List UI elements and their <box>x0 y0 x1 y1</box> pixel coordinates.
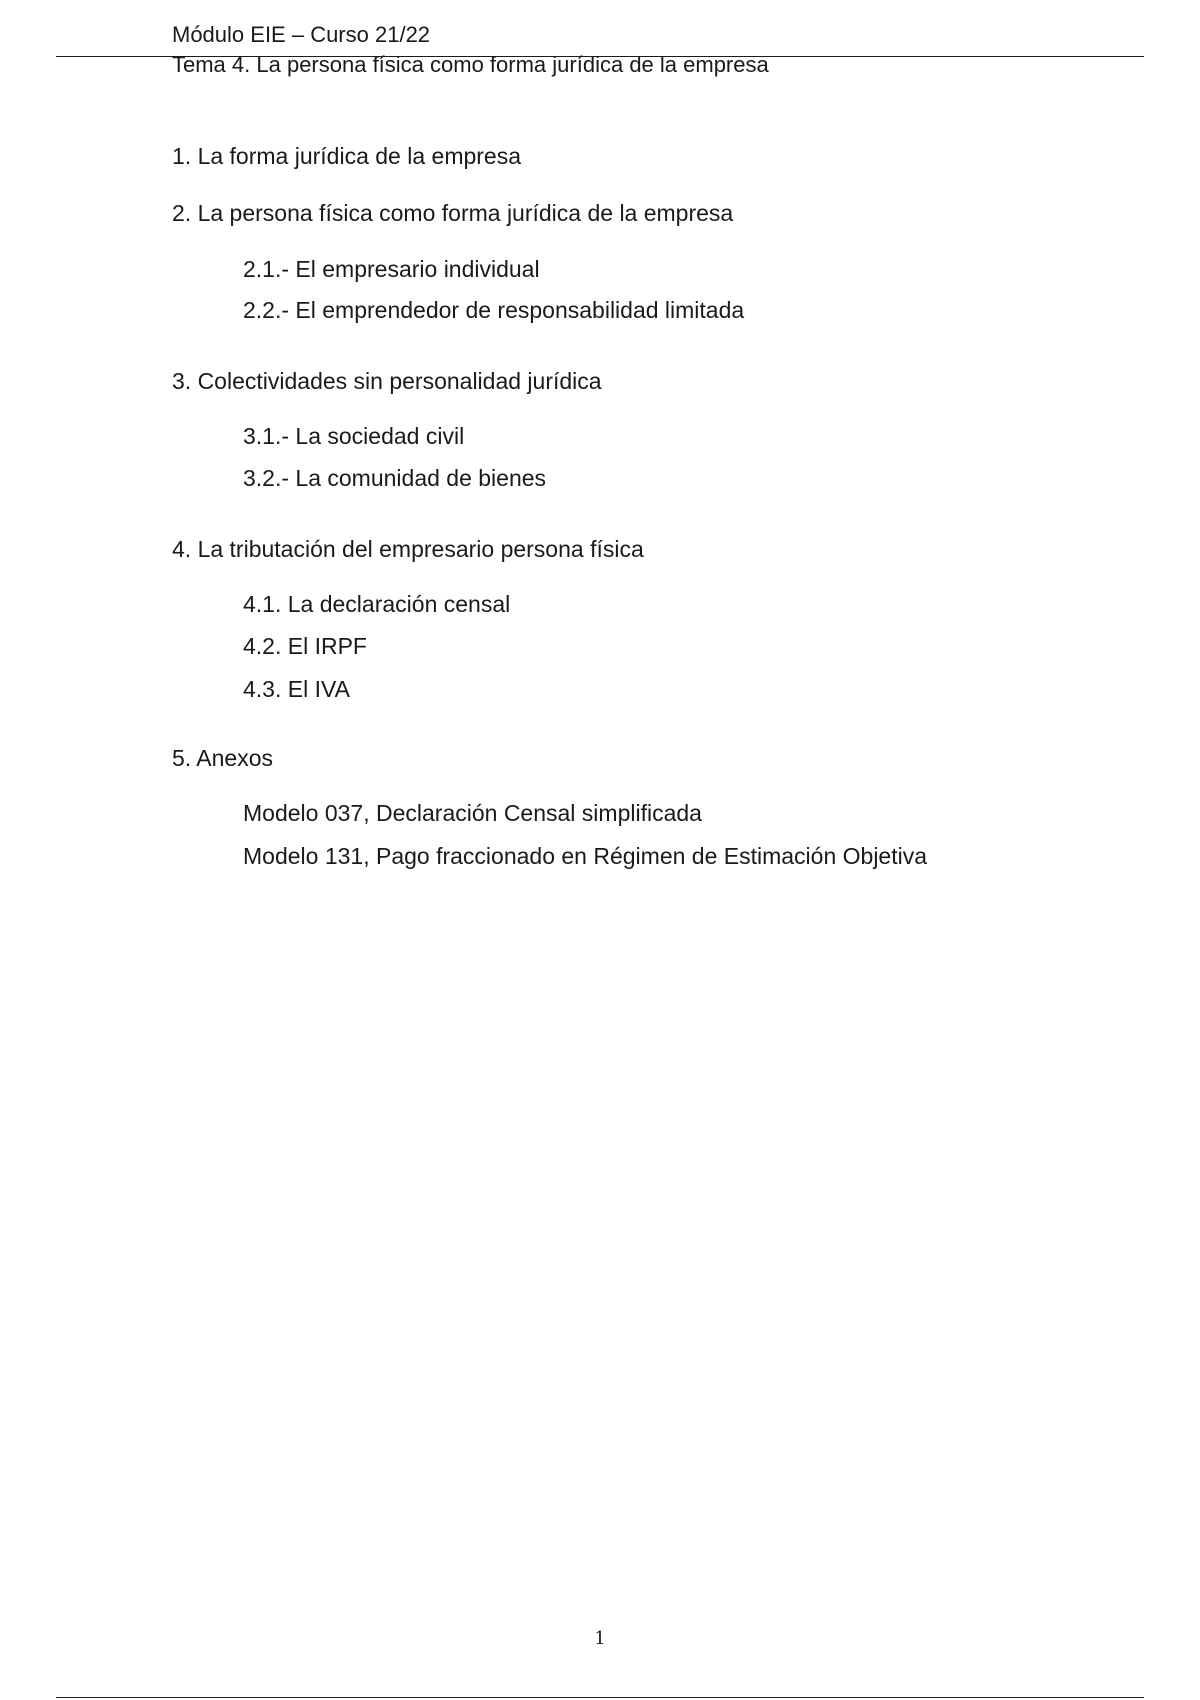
toc-subsection-2-1: 2.1.- El empresario individual <box>243 256 540 282</box>
toc-subsection-3-2: 3.2.- La comunidad de bienes <box>243 465 547 491</box>
toc-section-3: 3. Colectividades sin personalidad jurídica <box>172 368 602 394</box>
toc-section-1: 1. La forma jurídica de la empresa <box>172 143 522 169</box>
toc-subsection-4-1: 4.1. La declaración censal <box>243 591 511 617</box>
toc-section-4: 4. La tributación del empresario persona física <box>172 536 644 562</box>
toc-subsection-4-3: 4.3. El IVA <box>243 676 350 702</box>
toc-annex-modelo-037: Modelo 037, Declaración Censal simplificada <box>243 800 702 826</box>
footer-divider <box>56 1697 1144 1698</box>
toc-subsection-3-1: 3.1.- La sociedad civil <box>243 423 465 449</box>
toc-section-5: 5. Anexos <box>172 745 274 771</box>
toc-subsection-4-2: 4.2. El IRPF <box>243 633 367 659</box>
page-number: 1 <box>594 1628 606 1649</box>
toc-section-2: 2. La persona física como forma jurídica de la empresa <box>172 200 734 226</box>
toc-subsection-2-2: 2.2.- El emprendedor de responsabilidad limitada <box>243 297 745 323</box>
header-module-course: Módulo EIE – Curso 21/22 <box>172 22 431 47</box>
header-topic-title: Tema 4. La persona física como forma jurídica de la empresa <box>172 52 769 77</box>
toc-annex-modelo-131: Modelo 131, Pago fraccionado en Régimen de Estimación Objetiva <box>243 843 928 869</box>
